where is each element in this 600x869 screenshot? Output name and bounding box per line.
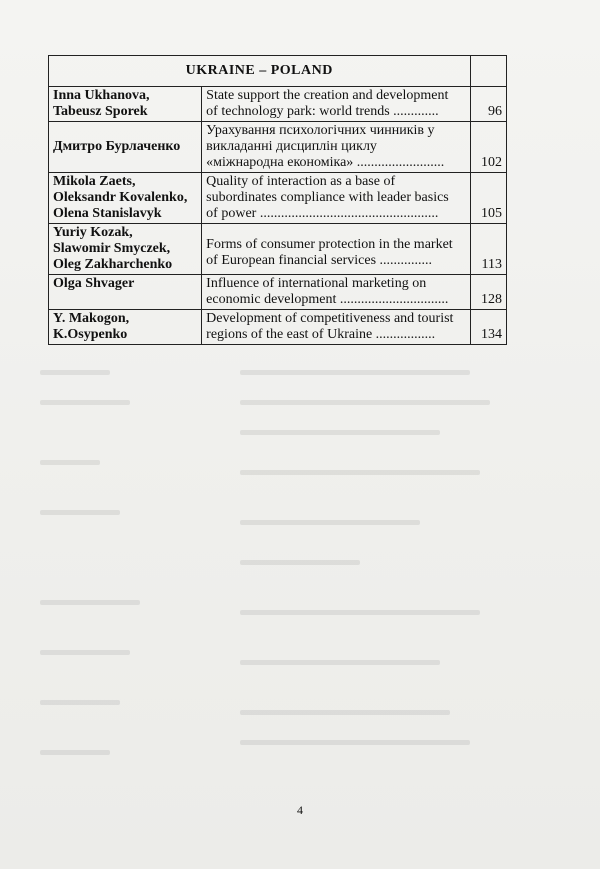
header-page-cell [470, 56, 507, 87]
title-cell [202, 224, 470, 275]
authors-cell [49, 224, 202, 275]
title-line: Урахування психологічних чинників у [206, 123, 435, 138]
author: Olga Shvager [53, 276, 135, 291]
page-number-cell: 102 [470, 122, 507, 173]
title-cell [202, 310, 470, 345]
title-cell [202, 275, 470, 310]
title-cell [202, 87, 470, 122]
page-number-cell: 113 [470, 224, 507, 275]
table-row [49, 122, 507, 173]
author: K.Osypenko [53, 327, 128, 342]
author: Y. Makogon, [53, 311, 130, 326]
author: Oleg Zakharchenko [53, 257, 173, 272]
title-line: of power ................................................... [206, 206, 439, 221]
title-line: Forms of consumer protection in the market [206, 236, 453, 252]
author: Yuriy Kozak, [53, 225, 133, 240]
author: Slawomir Smyczek, [53, 241, 171, 256]
page-number-cell: 105 [470, 173, 507, 224]
table-row [49, 275, 507, 310]
table-row [49, 224, 507, 275]
page-number-cell: 128 [470, 275, 507, 310]
title-line: regions of the east of Ukraine ................. [206, 327, 436, 342]
title-line: subordinates compliance with leader basics [206, 190, 449, 205]
authors-cell [49, 173, 202, 224]
title-line: of European financial services ............... [206, 252, 433, 268]
title-cell [202, 122, 470, 173]
authors-cell [49, 122, 202, 173]
page-number-cell: 134 [470, 310, 507, 345]
bleed-through-text [40, 370, 560, 790]
authors-cell [49, 87, 202, 122]
authors-cell [49, 310, 202, 345]
title-line: Quality of interaction as a base of [206, 174, 396, 189]
section-header-row [49, 56, 507, 87]
contents-table [48, 55, 507, 345]
title-line: викладанні дисциплін циклу [206, 139, 377, 154]
author: Дмитро Бурлаченко [53, 139, 181, 154]
title-line: Influence of international marketing on [206, 276, 427, 291]
author: Inna Ukhanova, [53, 88, 150, 103]
title-line: State support the creation and development [206, 88, 449, 103]
section-heading: UKRAINE – POLAND [49, 56, 471, 87]
table-row [49, 87, 507, 122]
authors-cell [49, 275, 202, 310]
table-row [49, 173, 507, 224]
page-number-cell: 96 [470, 87, 507, 122]
title-cell [202, 173, 470, 224]
page-number: 4 [297, 803, 303, 817]
author: Tabeusz Sporek [53, 104, 148, 119]
title-line: «міжнародна економіка» ......................... [206, 155, 445, 170]
table-row [49, 310, 507, 345]
title-line: Development of competitiveness and tourist [206, 311, 454, 326]
author: Olena Stanislavyk [53, 206, 162, 221]
title-line: economic development ............................... [206, 292, 449, 307]
author: Oleksandr Kovalenko, [53, 190, 188, 205]
title-line: of technology park: world trends ............. [206, 104, 439, 119]
author: Mikola Zaets, [53, 174, 136, 189]
